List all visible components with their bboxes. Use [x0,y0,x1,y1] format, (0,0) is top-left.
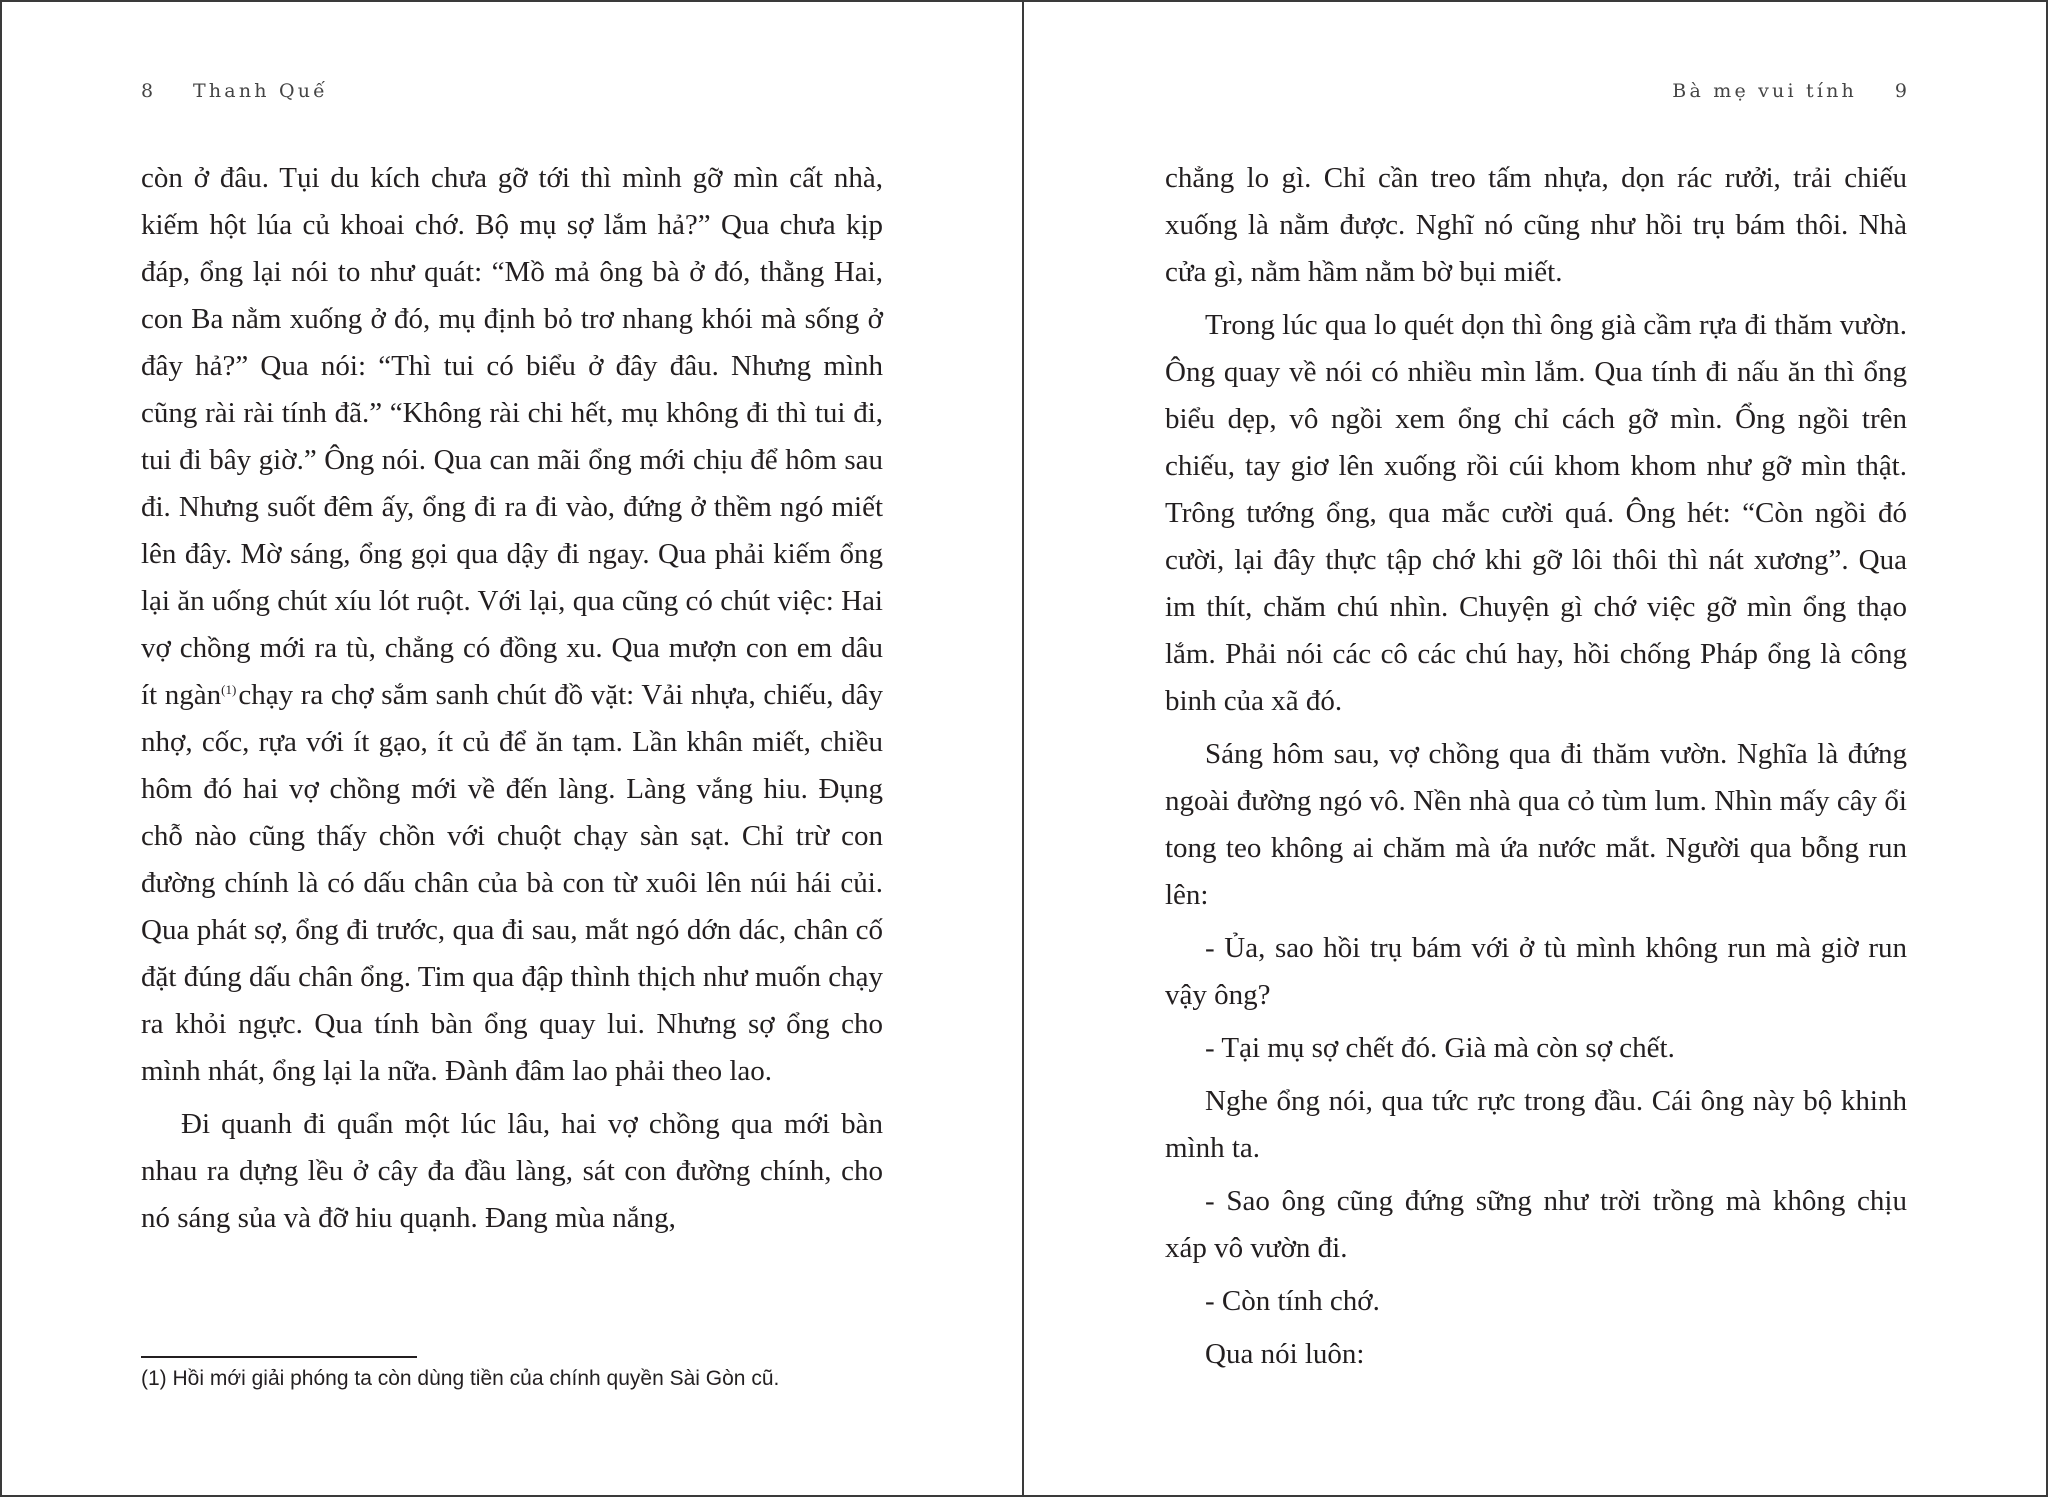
right-page-number: 9 [1894,80,1907,102]
right-dialogue-4: - Còn tính chớ. [1205,1285,1380,1317]
right-dialogue-2: - Tại mụ sợ chết đó. Già mà còn sợ chết. [1205,1032,1675,1064]
right-page-header [1165,80,1907,106]
right-paragraph-2: Trong lúc qua lo quét dọn thì ông già cầm rựa đi thăm vườn. Ông quay về nói có nhiều mìn lắm. Qua tính đi nấu ăn thì ổng biểu dẹp, vô ngồi xem ổng chỉ cách gỡ mìn. Ổng ngồi trên chiếu, tay giơ lên xuống rồi cúi khom khom như gỡ mìn thật. Trông tướng ổng, qua mắc cười quá. Ông hét: “Còn ngồi đó cười, lại đây thực tập chớ khi gỡ lôi thôi thì nát xương”. Qua im thít, chăm chú nhìn. Chuyện gì chớ việc gỡ mìn ổng thạo lắm. Phải nói các cô các chú hay, hồi chống Pháp ổng là công binh của xã đó. [1165,309,1907,717]
right-running-header: Bà mẹ vui tính [1672,80,1857,102]
right-page-body [1165,155,1907,1384]
left-paragraph-2: Đi quanh đi quẩn một lúc lâu, hai vợ chồng qua mới bàn nhau ra dựng lều ở cây đa đầu làng, sát con đường chính, cho nó sáng sủa và đỡ hiu quạnh. Đang mùa nắng, [141,1108,883,1234]
left-running-header: Thanh Quế [193,80,329,102]
right-dialogue-3: - Sao ông cũng đứng sững như trời trồng mà không chịu xáp vô vườn đi. [1165,1185,1907,1264]
right-dialogue-1: - Ủa, sao hồi trụ bám với ở tù mình không run mà giờ run vậy ông? [1165,932,1907,1011]
footnote-text: (1) Hồi mới giải phóng ta còn dùng tiền của chính quyền Sài Gòn cũ. [141,1367,780,1390]
page-gutter-line [1022,0,1024,1497]
left-paragraph-1 [141,155,883,1095]
right-paragraph-3: Sáng hôm sau, vợ chồng qua đi thăm vườn. Nghĩa là đứng ngoài đường ngó vô. Nền nhà qua cỏ tùm lum. Nhìn mấy cây ổi tong teo không ai chăm mà ứa nước mắt. Người qua bỗng run lên: [1165,738,1907,911]
right-paragraph-1: chẳng lo gì. Chỉ cần treo tấm nhựa, dọn rác rưởi, trải chiếu xuống là nằm được. Nghĩ nó cũng như hồi trụ bám thôi. Nhà cửa gì, nằm hầm nằm bờ bụi miết. [1165,162,1907,288]
left-page-number: 8 [141,80,154,102]
left-page [141,0,883,1497]
left-page-header [141,80,883,106]
right-page [1165,0,1907,1497]
right-paragraph-5: Qua nói luôn: [1205,1338,1365,1370]
left-paragraph-1-text: còn ở đâu. Tụi du kích chưa gỡ tới thì mình gỡ mìn cất nhà, kiếm hột lúa củ khoai chớ. Bộ mụ sợ lắm hả?” Qua chưa kịp đáp, ổng lại nói to như quát: “Mồ mả ông bà ở đó, thằng Hai, con Ba nằm xuống ở đó, mụ định bỏ trơ nhang khói mà sống ở đây hả?” Qua nói: “Thì tui có biểu ở đây đâu. Nhưng mình cũng rài rài tính đã.” “Không rài chi hết, mụ không đi thì tui đi, tui đi bây giờ.” Ông nói. Qua can mãi ổng mới chịu để hôm sau đi. Nhưng suốt đêm ấy, ổng đi ra đi vào, đứng ở thềm ngó miết lên đây. Mờ sáng, ổng gọi qua dậy đi ngay. Qua phải kiếm ổng lại ăn uống chút xíu lót ruột. Với lại, qua cũng có chút việc: Hai vợ chồng mới ra tù, chẳng có đồng xu. Qua mượn con em dâu ít ngàn [141,162,883,711]
footnote-reference: (1) [221,682,237,697]
right-paragraph-4: Nghe ổng nói, qua tức rực trong đầu. Cái ông này bộ khinh mình ta. [1165,1085,1907,1164]
left-paragraph-1-continued: chạy ra chợ sắm sanh chút đồ vặt: Vải nhựa, chiếu, dây nhợ, cốc, rựa với ít gạo, ít củ để ăn tạm. Lần khân miết, chiều hôm đó hai vợ chồng mới về đến làng. Làng vắng hiu. Đụng chỗ nào cũng thấy chồn với chuột chạy sàn sạt. Chỉ trừ con đường chính là có dấu chân của bà con từ xuôi lên núi hái củi. Qua phát sợ, ổng đi trước, qua đi sau, mắt ngó dớn dác, chân cố đặt đúng dấu chân ổng. Tim qua đập thình thịch như muốn chạy ra khỏi ngực. Qua tính bàn ổng quay lui. Nhưng sợ ổng cho mình nhát, ổng lại la nữa. Đành đâm lao phải theo lao. [141,679,883,1087]
left-page-body [141,155,883,1248]
footnote-divider [141,1356,417,1358]
